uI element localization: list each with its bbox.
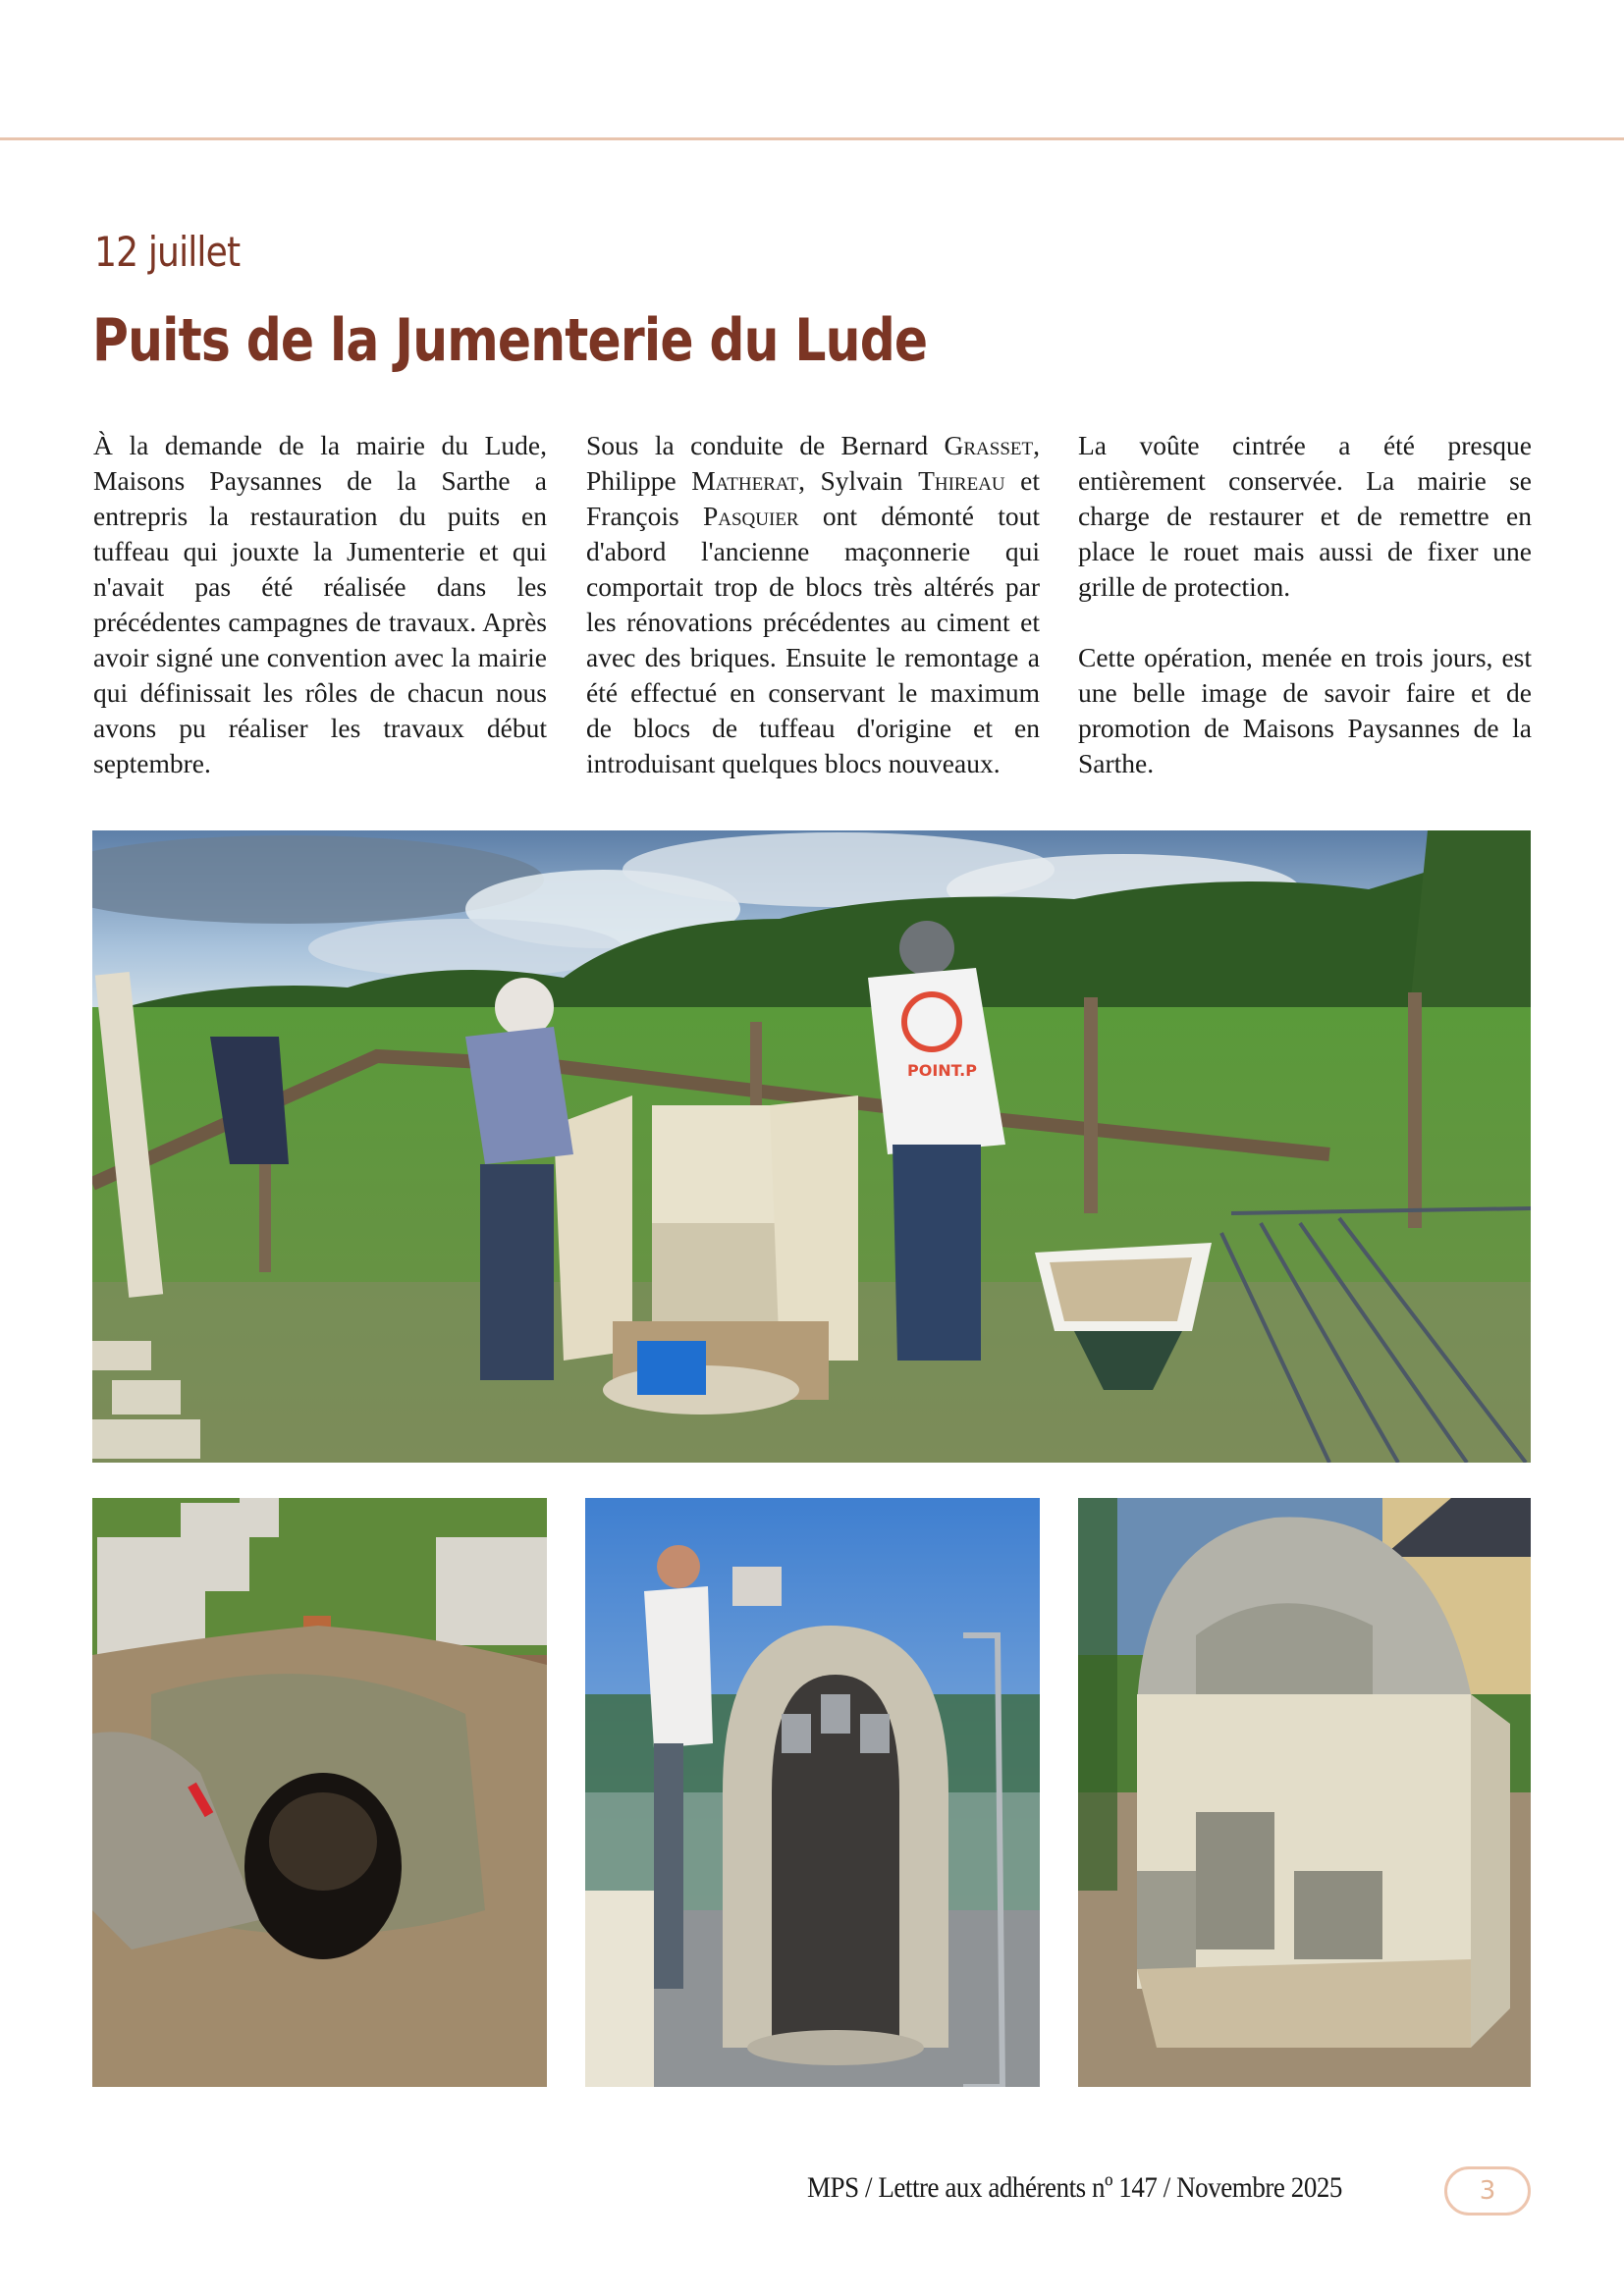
footer-publication-info: MPS / Lettre aux adhérents nº 147 / Novembre 2025 <box>807 2171 1342 2204</box>
photo-main-well-reconstruction <box>92 830 1531 1463</box>
photo-finished-well <box>1078 1498 1531 2087</box>
person-surname: Thireau <box>918 465 1005 496</box>
text-run: , Philippe <box>586 430 1040 496</box>
person-surname: Matherat <box>691 465 799 496</box>
paragraph: Cette opération, menée en trois jours, est une belle image de savoir faire et de promotion de Maisons Paysannes de la Sarthe. <box>1078 642 1532 778</box>
paragraph: À la demande de la mairie du Lude, Maisons Paysannes de la Sarthe a entrepris la restauration du puits en tuffeau qui jouxte la Jumenterie et qui n'avait pas été réalisée dans les précédentes campagnes de travaux. Après avoir signé une convention avec la mairie qui définissait les rôles de chacun nous avons pu réaliser les travaux début septembre. <box>93 430 547 778</box>
page-number-badge <box>1444 2166 1531 2216</box>
text-run: ont démonté tout d'abord l'ancienne maçonnerie qui comportait trop de blocs très altérés par les rénovations précédentes au ciment et avec des briques. Ensuite le remontage a été effectué en conservant le maximum de blocs de tuffeau d'origine et en introduisant quelques blocs nouveaux. <box>586 501 1040 778</box>
text-column-2 <box>586 428 1040 781</box>
text-column-1 <box>93 428 547 781</box>
photo-open-well-shaft <box>92 1498 547 2087</box>
page-number: 3 <box>1479 2176 1496 2206</box>
paragraph: La voûte cintrée a été presque entièrement conservée. La mairie se charge de restaurer et de remettre en place le rouet mais aussi de fixer une grille de protection. <box>1078 430 1532 602</box>
article-date: 12 juillet <box>94 228 241 276</box>
person-surname: Grasset <box>944 430 1034 460</box>
person-surname: Pasquier <box>702 501 799 531</box>
paragraph <box>586 428 1040 781</box>
article-title: Puits de la Jumenterie du Lude <box>92 306 928 375</box>
header-rule <box>0 137 1624 140</box>
text-column-3 <box>1078 428 1532 781</box>
photo-arch-reconstruction <box>585 1498 1040 2087</box>
text-run: , Sylvain <box>798 465 919 496</box>
text-run: Sous la conduite de Bernard <box>586 430 945 460</box>
shirt-logo-text: POINT.P <box>907 1061 977 1080</box>
text-run: et François <box>586 465 1041 531</box>
